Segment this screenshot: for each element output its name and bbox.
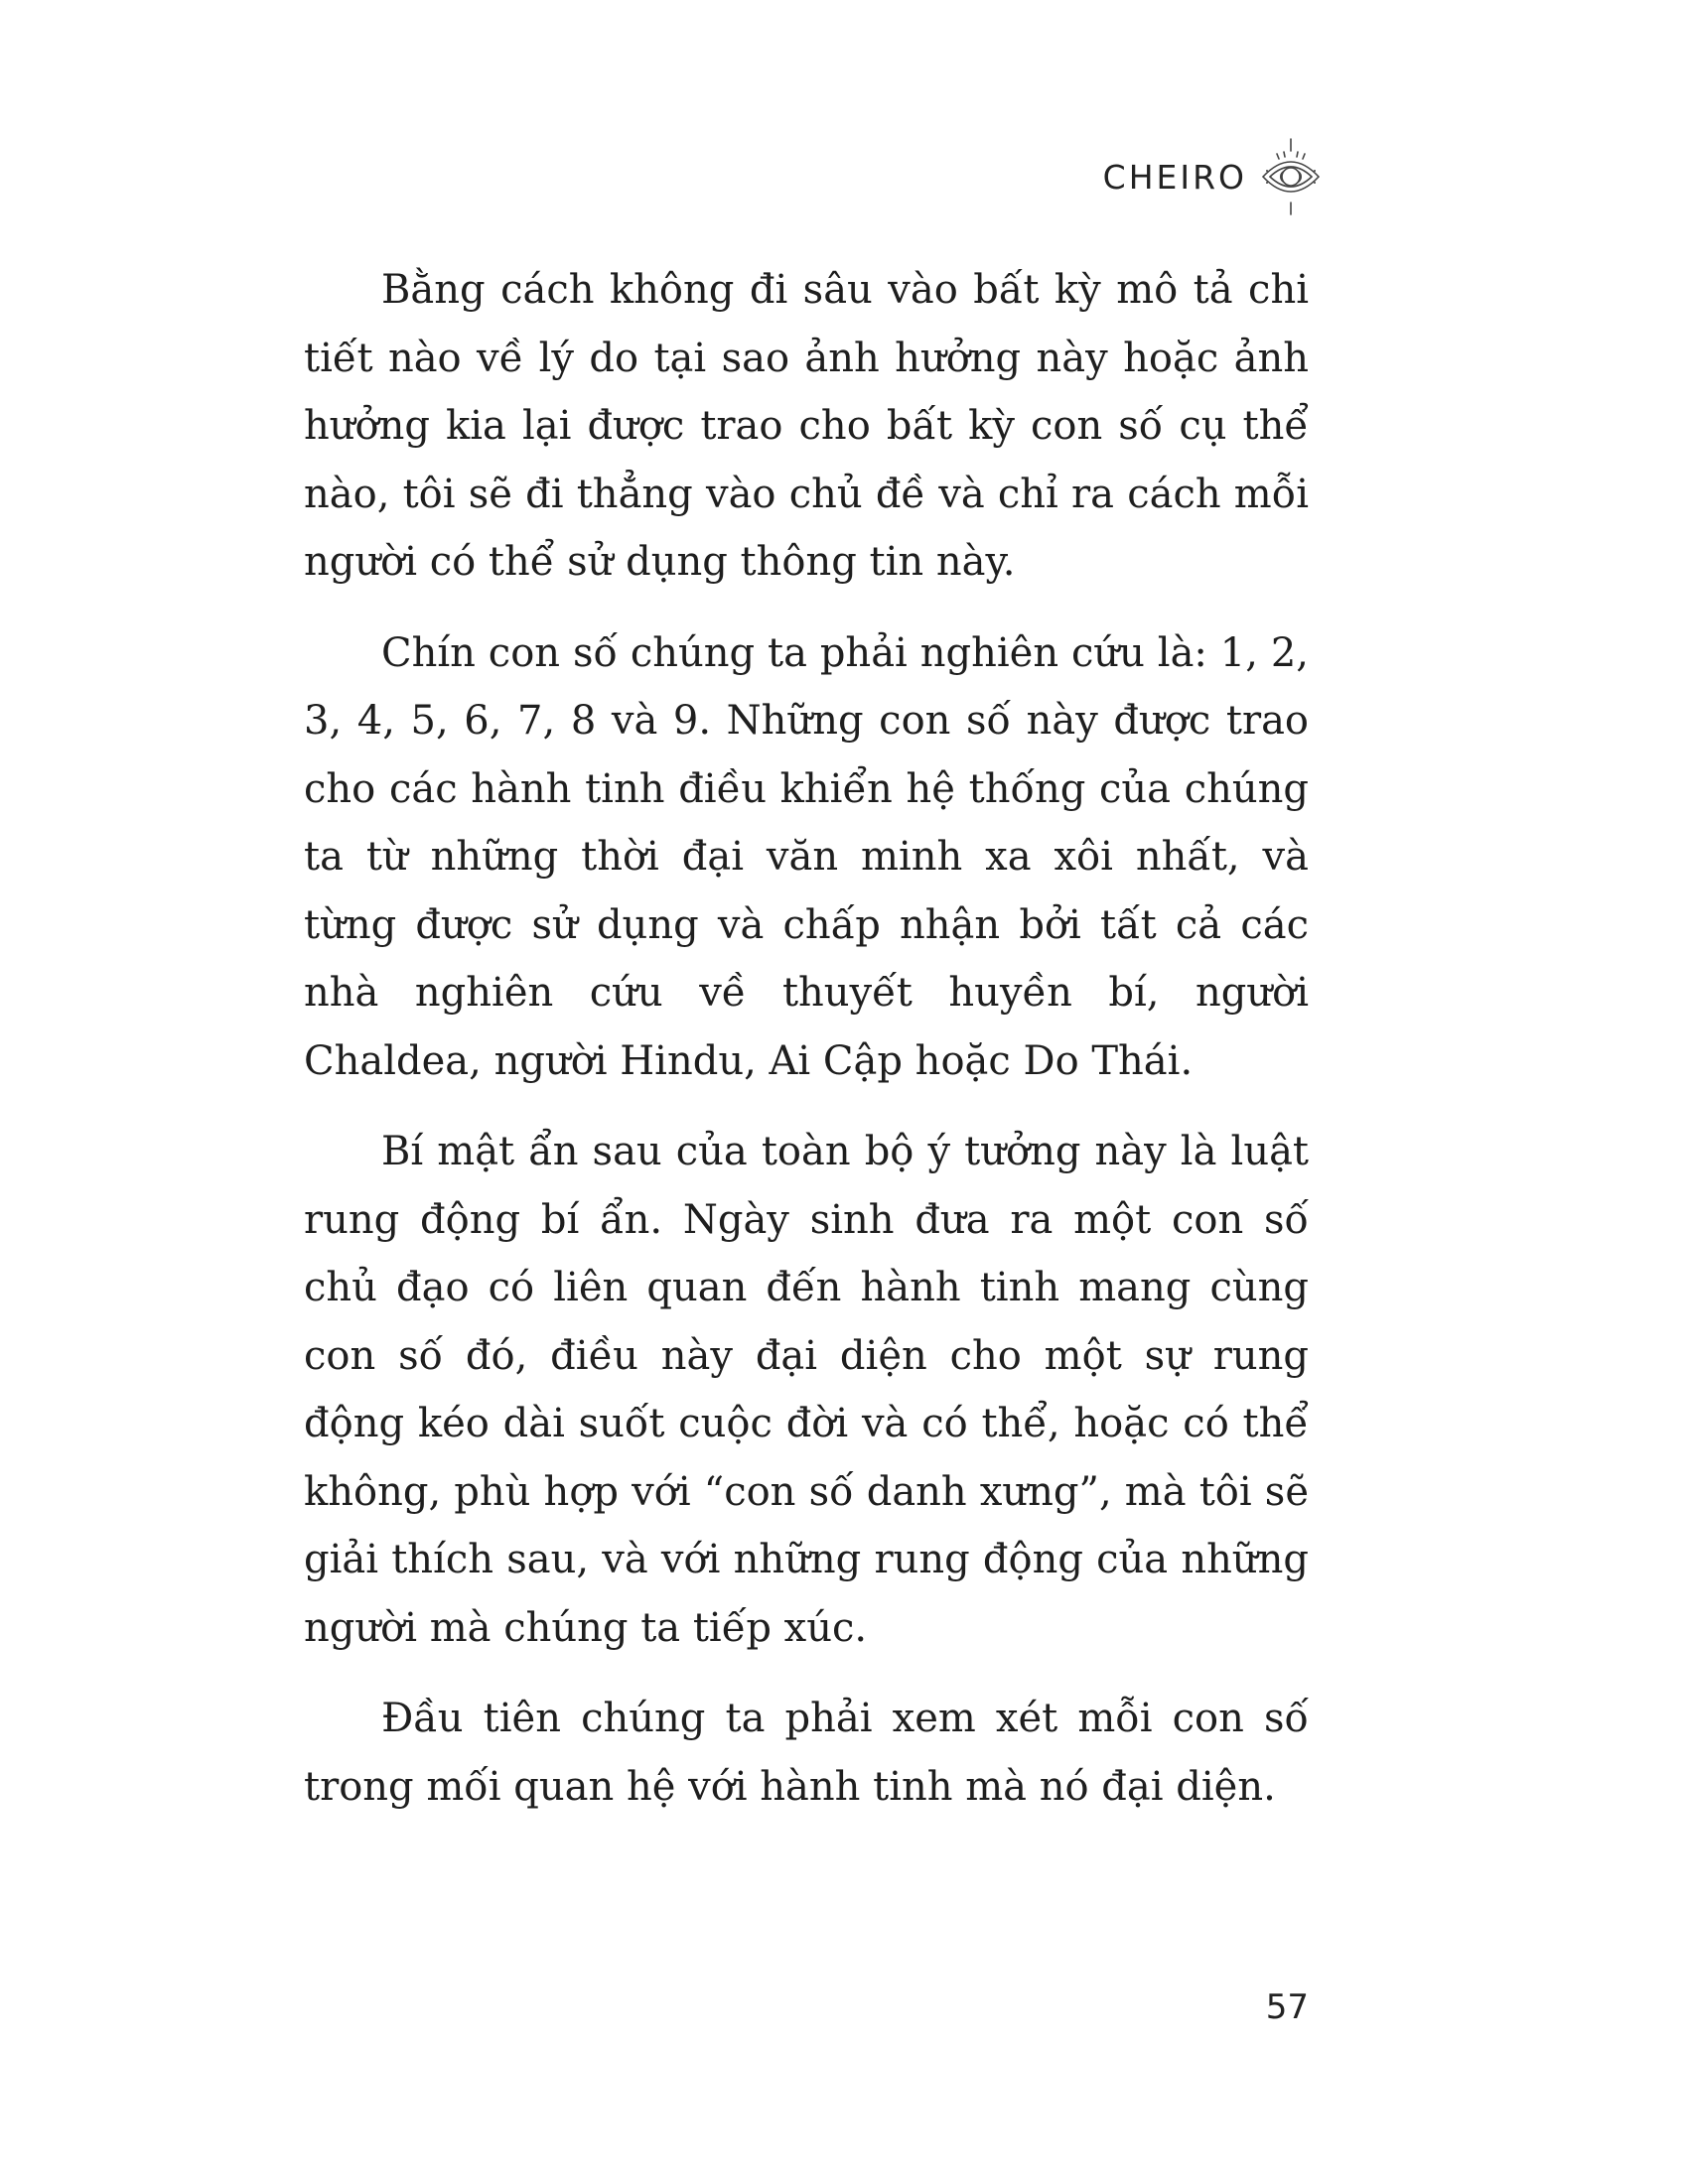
running-header [1103,137,1321,216]
page-number: 57 [1265,1987,1309,2027]
paragraph-2: Chín con số chúng ta phải nghiên cứu là: 1, 2, 3, 4, 5, 6, 7, 8 và 9. Những con số này được trao cho các hành tinh điều khiển hệ thống của chúng ta từ những thời đại văn minh xa xôi nhất, và từng được sử dụng và chấp nhận bởi tất cả các nhà nghiên cứu về thuyết huyền bí, người Chaldea, người Hindu, Ai Cập hoặc Do Thái. [304,629,1309,1084]
eye-ornament-icon [1261,137,1321,216]
paragraph-4: Đầu tiên chúng ta phải xem xét mỗi con số trong mối quan hệ với hành tinh mà nó đại diện. [304,1696,1309,1810]
paragraph-1: Bằng cách không đi sâu vào bất kỳ mô tả chi tiết nào về lý do tại sao ảnh hưởng này hoặc ảnh hưởng kia lại được trao cho bất kỳ con số cụ thể nào, tôi sẽ đi thẳng vào chủ đề và chỉ ra cách mỗi người có thể sử dụng thông tin này. [304,267,1309,585]
running-title: CHEIRO [1102,157,1247,197]
body-text [304,256,1309,1843]
paragraph-3: Bí mật ẩn sau của toàn bộ ý tưởng này là luật rung động bí ẩn. Ngày sinh đưa ra một con số chủ đạo có liên quan đến hành tinh mang cùng con số đó, điều này đại diện cho một sự rung động kéo dài suốt cuộc đời và có thể, hoặc có thể không, phù hợp với “con số danh xưng”, mà tôi sẽ giải thích sau, và với những rung động của những người mà chúng ta tiếp xúc. [304,1129,1309,1651]
